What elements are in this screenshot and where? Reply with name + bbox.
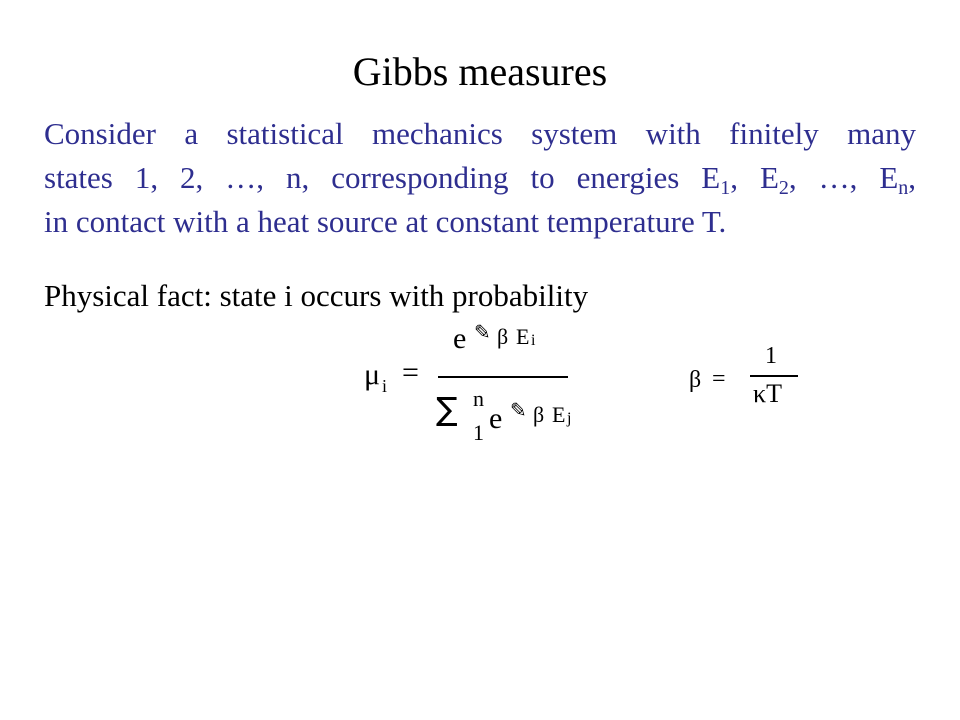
beta-equals: = <box>712 366 726 392</box>
beta-denominator: κT <box>753 379 782 408</box>
beta-symbol: β <box>689 367 702 393</box>
denominator-exp-beta: β <box>533 402 545 427</box>
intro-line-2-sep1: , E <box>730 160 779 195</box>
energy-subscript-1: 1 <box>720 177 731 199</box>
energy-subscript-n: n <box>898 177 909 199</box>
beta-numerator: 1 <box>765 343 777 369</box>
sum-symbol-icon: ∑ <box>436 390 458 428</box>
intro-line-2-sep2: , …, E <box>788 160 899 195</box>
intro-line-2 <box>44 156 916 200</box>
mu-symbol: μ <box>364 358 381 391</box>
numerator-base: e <box>453 322 467 355</box>
intro-line-2-end: , <box>908 160 917 195</box>
mu-subscript: i <box>382 376 388 396</box>
intro-line-3: in contact with a heat source at constant temperature T. <box>44 204 727 239</box>
physical-fact-text: Physical fact: state i occurs with probability <box>44 278 589 313</box>
pencil-icon: ✎ <box>474 320 491 344</box>
intro-line-2-text: states 1, 2, …, n, corresponding to energies E <box>44 160 721 195</box>
numerator-exp-E: E <box>516 324 530 349</box>
denominator-base: e <box>489 402 503 435</box>
slide-title: Gibbs measures <box>352 49 608 94</box>
numerator-exp-beta: β <box>497 324 509 349</box>
sum-upper-limit: n <box>473 386 484 411</box>
sum-lower-limit: 1 <box>473 420 484 445</box>
fraction-bar <box>438 376 568 378</box>
denominator-exp-subscript: j <box>567 410 572 427</box>
energy-subscript-2: 2 <box>778 177 789 199</box>
denominator-exp-E: E <box>552 402 566 427</box>
pencil-icon-2: ✎ <box>510 398 527 422</box>
beta-fraction-bar <box>750 375 798 377</box>
formula-equals: = <box>402 356 419 389</box>
intro-line-1: Consider a statistical mechanics system with finitely many <box>44 116 916 151</box>
intro-paragraph <box>44 112 916 244</box>
numerator-exp-subscript: i <box>531 332 536 349</box>
